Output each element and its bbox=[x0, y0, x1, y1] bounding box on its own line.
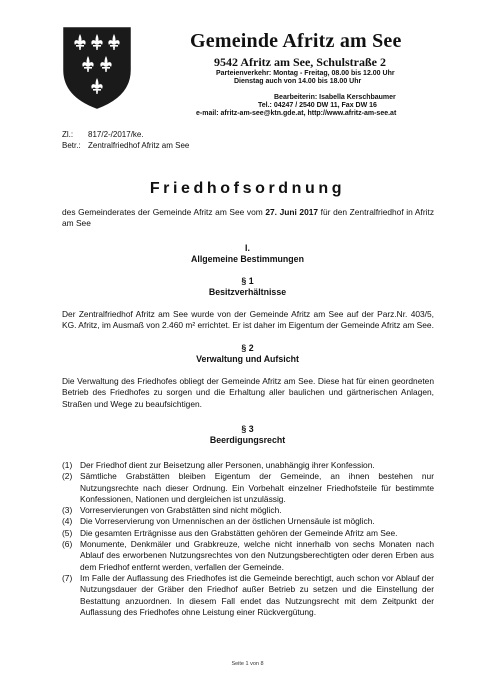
office-hours-line-2: Dienstag auch von 14.00 bis 18.00 Uhr bbox=[234, 78, 362, 85]
intro-text-after: für den Zentralfriedhof in Afritz am See bbox=[62, 207, 435, 229]
office-hours-line-1: Parteienverkehr: Montag - Freitag, 08.00 bis 12.00 Uhr bbox=[216, 70, 395, 77]
list-item bbox=[62, 460, 434, 471]
intro-text-before: des Gemeinderates der Gemeinde Afritz am See vom bbox=[62, 207, 266, 217]
paragraph-1-heading: Besitzverhältnisse bbox=[208, 287, 287, 297]
list-item-number: (7) bbox=[62, 572, 73, 583]
reference-number-label: Zl.: bbox=[62, 130, 74, 139]
list-item-number: (6) bbox=[62, 539, 73, 550]
list-item bbox=[62, 516, 434, 527]
paragraph-3-heading: Beerdigungsrecht bbox=[209, 435, 286, 445]
paragraph-1-text: Der Zentralfriedhof Afritz am See wurde von der Gemeinde Afritz am See auf der Parz.Nr. 403/5, KG. Afritz, im Ausmaß von 2.460 m² errichtet. Er ist daher im Eigentum der Gemeinde Afritz am See. bbox=[62, 309, 434, 331]
paragraph-1-number: § 1 bbox=[241, 276, 254, 286]
paragraph-2-text: Die Verwaltung des Friedhofes obliegt der Gemeinde Afritz am See. Diese hat für einen geordneten Betrieb des Friedhofes zu sorgen und die Erhaltung aller baulichen und gärtnerischen Anlagen, Straßen und Wege zu beaufsichtigen. bbox=[62, 376, 434, 409]
municipality-title: Gemeinde Afritz am See bbox=[190, 30, 402, 52]
subject-value: Zentralfriedhof Afritz am See bbox=[88, 141, 190, 150]
list-item-number: (4) bbox=[62, 516, 73, 527]
phone-fax: Tel.: 04247 / 2540 DW 11, Fax DW 16 bbox=[258, 102, 377, 109]
clerk-name: Bearbeiterin: Isabella Kerschbaumer bbox=[274, 94, 396, 101]
list-item bbox=[62, 573, 434, 618]
list-item-text: Monumente, Denkmäler und Grabkreuze, welche nicht innerhalb von sechs Monaten nach Ablauf des erworbenen Nutzungsrechtes von den Nutzungsberechtigten oder deren Erben aus dem Friedhof entfernt werden, verfallen der Gemeinde. bbox=[80, 539, 434, 572]
list-item-text: Im Falle der Auflassung des Friedhofes ist die Gemeinde berechtigt, auch schon vor Ablauf der Nutzungsdauer der Gräber den Friedhof außer Betrieb zu setzen und die Einstellung der Bestattung anzuordnen. In diesem Fall endet das Nutzungsrecht mit dem Zeitpunkt der Auflassung des Friedhofes ohne Leistung einer Rückvergütung. bbox=[80, 572, 434, 617]
intro-paragraph bbox=[62, 207, 434, 230]
list-item bbox=[62, 539, 434, 573]
page-number: Seite 1 von 8 bbox=[231, 661, 264, 667]
list-item-number: (2) bbox=[62, 471, 73, 482]
list-item-text: Vorreservierungen von Grabstätten sind nicht möglich. bbox=[80, 505, 282, 516]
email-website: e-mail: afritz-am-see@ktn.gde.at, http://www.afritz-am-see.at bbox=[196, 110, 397, 117]
section-number: I. bbox=[245, 243, 250, 253]
list-item-number: (5) bbox=[62, 527, 73, 538]
list-item-text: Der Friedhof dient zur Beisetzung aller Personen, unabhängig ihrer Konfession. bbox=[80, 460, 375, 470]
list-item-number: (3) bbox=[62, 505, 73, 516]
list-item-text: Sämtliche Grabstätten bleiben Eigentum der Gemeinde, an ihnen bestehen nur Nutzungsrechte nach dieser Ordnung. Ein Vorbehalt einzelner Friedhofsteile für bestimmte Konfessionen, Nationen und dergleichen ist unzulässig. bbox=[80, 471, 434, 504]
paragraph-3-rules-list bbox=[62, 460, 434, 618]
list-item bbox=[62, 505, 434, 516]
coat-of-arms-icon bbox=[62, 26, 132, 110]
intro-date: 27. Juni 2017 bbox=[265, 207, 319, 217]
reference-number-value: 817/2-/2017/ke. bbox=[88, 130, 144, 139]
paragraph-3-number: § 3 bbox=[241, 424, 254, 434]
section-heading: Allgemeine Bestimmungen bbox=[191, 254, 304, 264]
list-item-text: Die Vorreservierung von Urnennischen an der östlichen Urnensäule ist möglich. bbox=[80, 516, 375, 527]
list-item-text: Die gesamten Erträgnisse aus den Grabstätten gehören der Gemeinde Afritz am See. bbox=[80, 527, 398, 538]
document-title: Friedhofsordnung bbox=[149, 180, 346, 197]
list-item bbox=[62, 528, 434, 539]
municipality-address: 9542 Afritz am See, Schulstraße 2 bbox=[214, 55, 386, 69]
paragraph-2-heading: Verwaltung und Aufsicht bbox=[196, 354, 299, 364]
subject-label: Betr.: bbox=[62, 141, 81, 150]
list-item-number: (1) bbox=[62, 460, 73, 470]
paragraph-2-number: § 2 bbox=[241, 343, 254, 353]
list-item bbox=[62, 471, 434, 505]
